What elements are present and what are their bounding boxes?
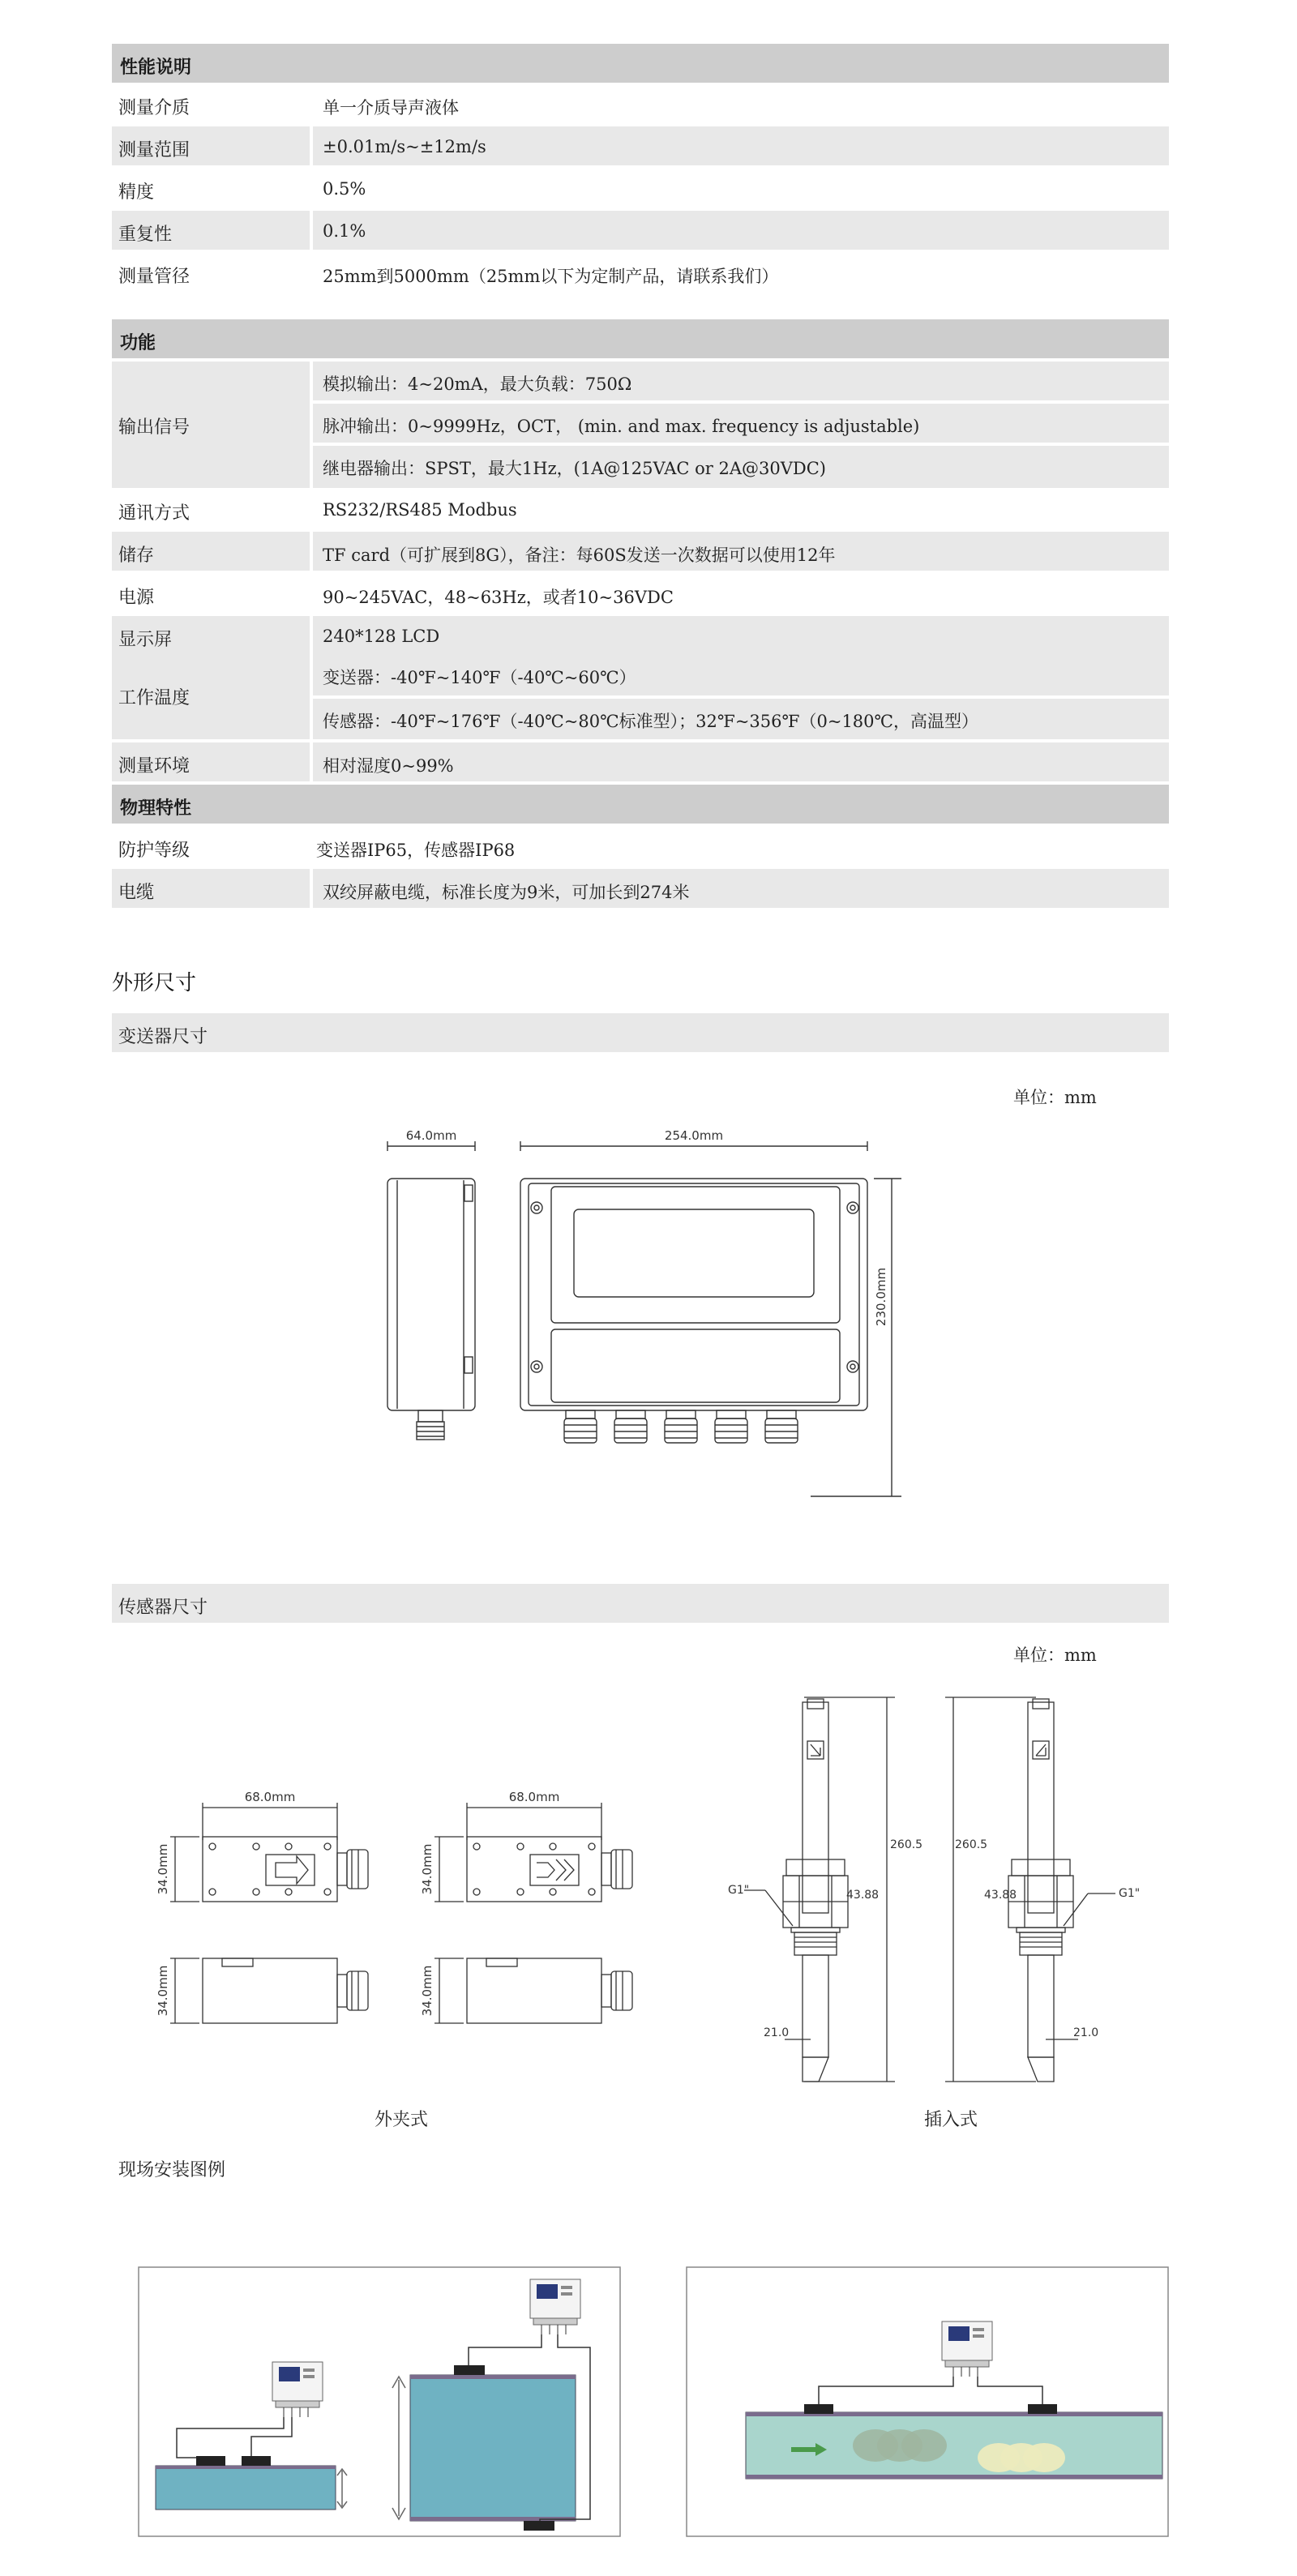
table-row-display-temp	[112, 616, 1169, 739]
table-row	[112, 742, 1169, 781]
thread-label: G1"	[1119, 1887, 1141, 1900]
transmitter-dims-title-bar	[112, 1013, 1169, 1052]
row-value: 0.1%	[323, 221, 366, 241]
performance-section-header	[112, 44, 1169, 83]
row-label: 测量管径	[118, 267, 190, 287]
table-row	[112, 827, 1169, 866]
row-label: 储存	[118, 546, 155, 566]
thread-label: G1"	[728, 1884, 750, 1897]
clamp-sensor-drawing	[146, 1783, 665, 2043]
function-section-header	[112, 319, 1169, 358]
physical-section-header	[112, 785, 1169, 824]
table-row	[112, 574, 1169, 613]
row-label: 输出信号	[118, 417, 190, 438]
dimensions-heading: 外形尺寸	[112, 971, 197, 995]
row-label: 工作温度	[118, 688, 190, 708]
length-label: 260.5	[890, 1838, 923, 1851]
hex-label: 43.88	[846, 1889, 880, 1902]
table-row	[112, 253, 1169, 292]
function-header-text: 功能	[120, 333, 156, 353]
sensor-unit-label: 单位：mm	[1013, 1645, 1097, 1665]
table-row	[112, 211, 1169, 250]
row-label: 电源	[118, 588, 155, 608]
row-value: 0.5%	[323, 179, 366, 199]
row-value: 240*128 LCD	[323, 627, 440, 646]
clamp-height-label: 34.0mm	[420, 1843, 434, 1895]
row-label: 测量范围	[118, 140, 190, 160]
row-label: 通讯方式	[118, 503, 190, 524]
installation-heading: 现场安装图例	[118, 2160, 226, 2180]
row-value: 90~245VAC，48~63Hz，或者10~36VDC	[323, 588, 674, 607]
row-value: 继电器输出：SPST，最大1Hz，(1A@125VAC or 2A@30VDC)	[323, 459, 826, 478]
front-width-label: 254.0mm	[664, 1128, 724, 1143]
row-value: ±0.01m/s~±12m/s	[323, 137, 486, 156]
row-value: 模拟输出：4~20mA，最大负载：750Ω	[323, 374, 632, 394]
row-value: 单一介质导声液体	[323, 98, 459, 118]
length-label: 260.5	[955, 1838, 988, 1851]
row-value: 双绞屏蔽电缆，标准长度为9米，可加长到274米	[323, 883, 690, 902]
unit-label: 单位：mm	[1013, 1088, 1097, 1107]
insert-caption: 插入式	[924, 2110, 978, 2130]
table-row	[112, 126, 1169, 165]
row-label: 显示屏	[118, 630, 173, 650]
row-label: 重复性	[118, 225, 173, 245]
tip-label: 21.0	[764, 2026, 790, 2039]
table-row	[112, 490, 1169, 528]
row-value: 25mm到5000mm（25mm以下为定制产品，请联系我们）	[323, 267, 779, 286]
row-value: 相对湿度0~99%	[323, 756, 454, 776]
insert-sensor-drawing	[697, 1686, 1184, 2091]
row-value: 变送器IP65，传感器IP68	[316, 841, 516, 860]
table-row	[112, 84, 1169, 123]
row-value: TF card（可扩展到8G），备注：每60S发送一次数据可以使用12年	[323, 546, 836, 565]
transmitter-dims-title: 变送器尺寸	[118, 1027, 208, 1047]
clamp-caption: 外夹式	[375, 2110, 429, 2130]
sensor-dims-title: 传感器尺寸	[118, 1598, 208, 1618]
installation-clamp-illustration	[138, 2266, 621, 2537]
tip-label: 21.0	[1073, 2026, 1099, 2039]
row-label: 测量介质	[118, 98, 190, 118]
sensor-dims-title-bar	[112, 1584, 1169, 1623]
clamp-height-label: 34.0mm	[420, 1965, 434, 2017]
table-row-output	[112, 362, 1169, 488]
row-value: 变送器：-40℉~140℉（-40℃~60℃）	[323, 668, 636, 687]
row-value: 脉冲输出：0~9999Hz，OCT， (min. and max. frequency is adjustable)	[323, 417, 920, 436]
side-width-label: 64.0mm	[405, 1128, 457, 1143]
table-row	[112, 169, 1169, 208]
table-row	[112, 532, 1169, 571]
row-value: 传感器：-40℉~176℉（-40℃~80℃标准型）；32℉~356℉（0~180℃，高温型）	[323, 712, 979, 731]
installation-insert-illustration	[686, 2266, 1169, 2537]
hex-label: 43.88	[984, 1889, 1017, 1902]
physical-header-text: 物理特性	[120, 798, 192, 819]
row-label: 电缆	[118, 883, 155, 903]
height-label: 230.0mm	[874, 1267, 888, 1327]
row-label: 防护等级	[118, 841, 190, 861]
transmitter-drawing	[357, 1119, 940, 1524]
clamp-width-label: 68.0mm	[508, 1790, 560, 1804]
row-label: 精度	[118, 182, 155, 203]
clamp-width-label: 68.0mm	[244, 1790, 296, 1804]
performance-header-text: 性能说明	[120, 58, 192, 78]
row-label: 测量环境	[118, 756, 190, 777]
row-value: RS232/RS485 Modbus	[323, 500, 517, 520]
clamp-height-label: 34.0mm	[156, 1843, 170, 1895]
table-row	[112, 869, 1169, 908]
clamp-height-label: 34.0mm	[156, 1965, 170, 2017]
